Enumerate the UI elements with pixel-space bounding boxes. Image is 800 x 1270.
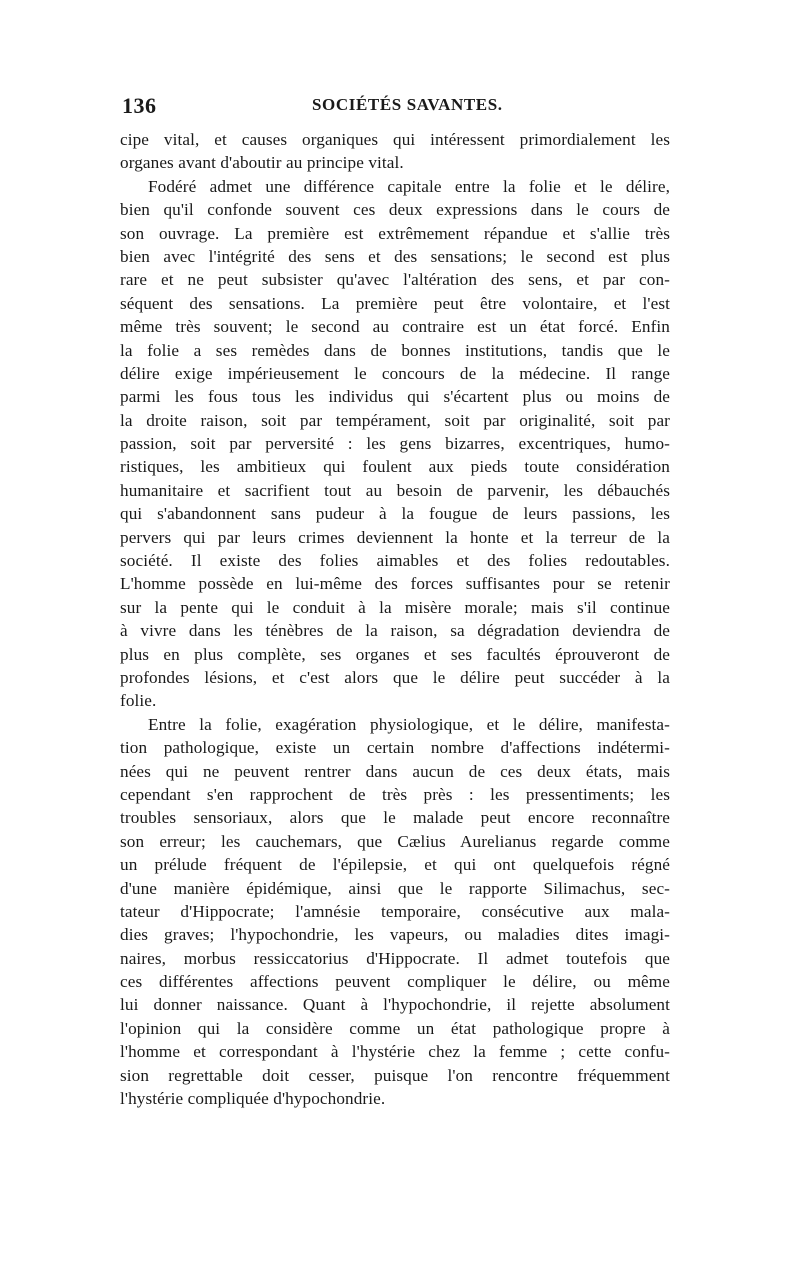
text-line: profondes lésions, et c'est alors que le délire peut succéder à la [120, 667, 670, 687]
paragraph-start-line: Entre la folie, exagération physiologique, et le délire, manifesta- [148, 714, 670, 734]
text-line: la droite raison, soit par tempérament, soit par originalité, soit par [120, 410, 670, 430]
text-line: cependant s'en rapprochent de très près : les pressentiments; les [120, 784, 670, 804]
text-line: l'opinion qui la considère comme un état pathologique propre à [120, 1018, 670, 1038]
text-line: L'homme possède en lui-même des forces suffisantes pour se retenir [120, 574, 670, 594]
text-line: sion regrettable doit cesser, puisque l'on rencontre fréquemment [120, 1065, 670, 1085]
text-line: troubles sensoriaux, alors que le malade peut encore reconnaître [120, 808, 670, 828]
running-head [122, 93, 670, 119]
text-line: son ouvrage. La première est extrêmement répandue et s'allie très [120, 223, 670, 243]
text-line: délire exige impérieusement le concours de la médecine. Il range [120, 363, 670, 383]
text-line: sur la pente qui le conduit à la misère morale; mais s'il continue [120, 597, 670, 617]
text-line: parmi les fous tous les individus qui s'écartent plus ou moins de [120, 387, 670, 407]
text-line: un prélude fréquent de l'épilepsie, et qui ont quelquefois régné [120, 855, 670, 875]
text-line: qui s'abandonnent sans pudeur à la fougue de leurs passions, les [120, 504, 670, 524]
text-line: pervers qui par leurs crimes deviennent la honte et la terreur de la [120, 527, 670, 547]
page-number: 136 [122, 93, 157, 118]
text-line: bien avec l'intégrité des sens et des sensations; le second est plus [120, 246, 670, 266]
text-line: l'hystérie compliquée d'hypochondrie. [120, 1089, 386, 1109]
running-title: SOCIÉTÉS SAVANTES. [312, 95, 503, 114]
text-line: plus en plus complète, ses organes et ses facultés éprouveront de [120, 644, 670, 664]
text-line: organes avant d'aboutir au principe vital. [120, 153, 404, 173]
text-line: ces différentes affections peuvent compliquer le délire, ou même [120, 972, 670, 992]
text-line: rare et ne peut subsister qu'avec l'altération des sens, et par con- [120, 270, 670, 290]
text-line: tion pathologique, existe un certain nombre d'affections indétermi- [120, 738, 670, 758]
text-line: passion, soit par perversité : les gens bizarres, excentriques, humo- [120, 434, 670, 454]
text-line: humanitaire et sacrifient tout au besoin de parvenir, les débauchés [120, 480, 670, 500]
text-line: nées qui ne peuvent rentrer dans aucun de ces deux états, mais [120, 761, 670, 781]
text-line: à vivre dans les ténèbres de la raison, sa dégradation deviendra de [120, 621, 670, 641]
text-line: tateur d'Hippocrate; l'amnésie temporaire, consécutive aux mala- [120, 901, 670, 921]
text-line: lui donner naissance. Quant à l'hypochondrie, il rejette absolument [120, 995, 670, 1015]
text-line: naires, morbus ressiccatorius d'Hippocrate. Il admet toutefois que [120, 948, 670, 968]
text-line: dies graves; l'hypochondrie, les vapeurs, ou maladies dites imagi- [120, 925, 670, 945]
text-line: cipe vital, et causes organiques qui intéressent primordialement les [120, 130, 670, 149]
text-line: séquent des sensations. La première peut être volontaire, et l'est [120, 293, 670, 313]
text-line: ristiques, les ambitieux qui foulent aux pieds toute considération [120, 457, 670, 477]
text-line: l'homme et correspondant à l'hystérie chez la femme ; cette confu- [120, 1042, 670, 1062]
text-line: folie. [120, 691, 157, 711]
text-line: d'une manière épidémique, ainsi que le rapporte Silimachus, sec- [120, 878, 670, 898]
paragraph-start-line: Fodéré admet une différence capitale entre la folie et le délire, [148, 176, 670, 196]
text-line: même très souvent; le second au contraire est un état forcé. Enfin [120, 317, 670, 337]
text-line: son erreur; les cauchemars, que Cælius Aurelianus regarde comme [120, 831, 670, 851]
body-text [120, 128, 670, 1110]
text-line: bien qu'il confonde souvent ces deux expressions dans le cours de [120, 200, 670, 220]
text-line: la folie a ses remèdes dans de bonnes institutions, tandis que le [120, 340, 670, 360]
text-line: société. Il existe des folies aimables et des folies redoutables. [120, 551, 670, 571]
